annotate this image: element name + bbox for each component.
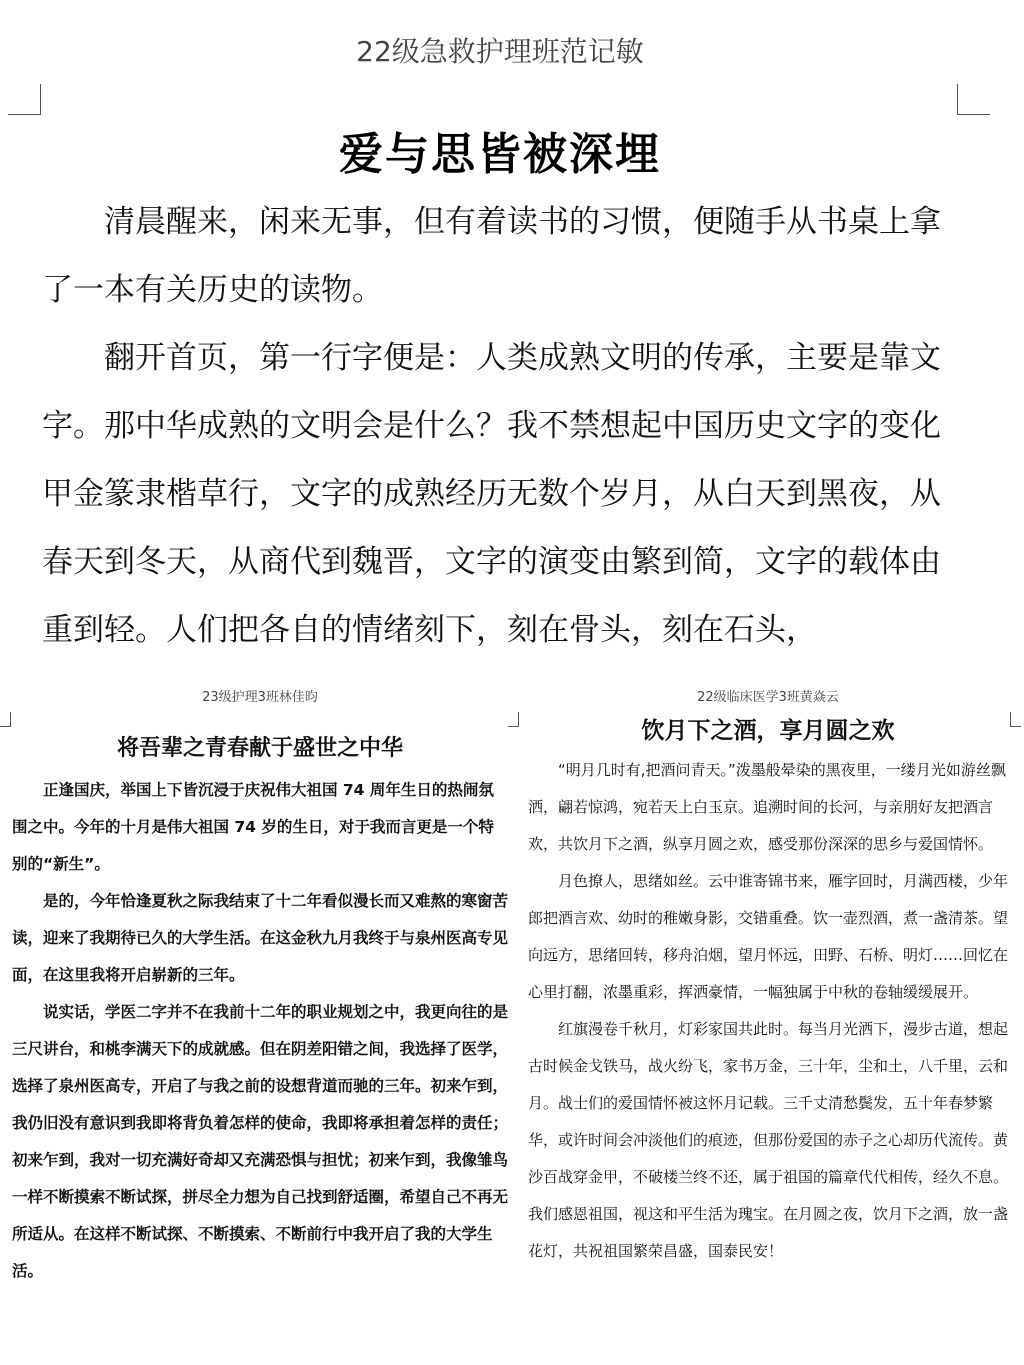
right-essay-section xyxy=(528,688,1008,1270)
margin-corner-mark xyxy=(508,712,519,727)
left-essay-body xyxy=(12,772,508,1290)
paragraph: 月色撩人，思绪如丝。云中谁寄锦书来，雁字回时，月满西楼，少年郎把酒言欢、幼时的稚嫩身影，交错重叠。饮一壶烈酒，煮一盏清茶。望向远方，思绪回转，移舟泊烟，望月怀远，田野、石桥、明灯……回忆在心里打翻，浓墨重彩，挥洒豪情，一幅独属于中秋的卷轴缓缓展开。 xyxy=(528,872,1009,1001)
paragraph: 翻开首页，第一行字便是：人类成熟文明的传承，主要是靠文字。那中华成熟的文明会是什么？我不禁想起中国历史文字的变化甲金篆隶楷草行，文字的成熟经历无数个岁月，从白天到黑夜，从春天到冬天，从商代到魏晋，文字的演变由繁到简，文字的载体由重到轻。人们把各自的情绪刻下，刻在骨头，刻在石头， xyxy=(42,340,941,648)
paragraph: 红旗漫卷千秋月，灯彩家国共此时。每当月光洒下，漫步古道，想起古时候金戈铁马，战火纷飞，家书万金，三十年，尘和土，八千里，云和月。战士们的爱国情怀被这怀月记载。三千丈清愁鬓发，五十年春梦繁华，或许时间会冲淡他们的痕迹，但那份爱国的赤子之心却历代流传。黄沙百战穿金甲，不破楼兰终不还，属于祖国的篇章代代相传，经久不息。我们感恩祖国，视这和平生活为瑰宝。在月圆之夜，饮月下之酒，放一盏花灯，共祝祖国繁荣昌盛，国泰民安！ xyxy=(528,1020,1009,1260)
margin-corner-mark xyxy=(957,84,990,115)
right-essay-author: 22级临床医学3班黄焱云 xyxy=(697,690,839,705)
margin-corner-mark xyxy=(8,84,41,115)
right-essay-title: 饮月下之酒，享月圆之欢 xyxy=(641,718,895,744)
right-essay-body xyxy=(528,752,1008,1270)
margin-corner-mark xyxy=(1010,712,1021,727)
top-essay-body xyxy=(42,188,962,664)
left-essay-author: 23级护理3班林佳昀 xyxy=(202,690,318,705)
top-essay-section xyxy=(0,0,1024,680)
paragraph: “明月几时有,把酒问青天。”泼墨般晕染的黑夜里，一缕月光如游丝飘洒，翩若惊鸿，宛若天上白玉京。追溯时间的长河，与亲朋好友把酒言欢，共饮月下之酒，纵享月圆之欢，感受那份深深的思乡与爱国情怀。 xyxy=(528,761,1006,853)
paragraph: 正逢国庆，举国上下皆沉浸于庆祝伟大祖国 74 周年生日的热闹氛围之中。今年的十月是伟大祖国 74 岁的生日，对于我而言更是一个特别的“新生”。 xyxy=(12,781,494,873)
top-essay-author: 22级急救护理班范记敏 xyxy=(356,35,644,68)
top-essay-title: 爱与思皆被深埋 xyxy=(339,129,661,180)
paragraph: 说实话，学医二字并不在我前十二年的职业规划之中，我更向往的是三尺讲台，和桃李满天下的成就感。但在阴差阳错之间，我选择了医学，选择了泉州医高专，开启了与我之前的设想背道而驰的三年。初来乍到，我仍旧没有意识到我即将背负着怎样的使命，我即将承担着怎样的责任；初来乍到，我对一切充满好奇却又充满恐惧与担忧；初来乍到，我像雏鸟一样不断摸索不断试探，拼尽全力想为自己找到舒适圈，希望自己不再无所适从。在这样不断试探、不断摸索、不断前行中我开启了我的大学生活。 xyxy=(12,1003,509,1280)
paragraph: 是的，今年恰逢夏秋之际我结束了十二年看似漫长而又难熬的寒窗苦读，迎来了我期待已久的大学生活。在这金秋九月我终于与泉州医高专见面，在这里我将开启崭新的三年。 xyxy=(12,892,509,984)
left-essay-title: 将吾辈之青春献于盛世之中华 xyxy=(116,736,403,761)
margin-corner-mark xyxy=(0,712,11,727)
left-essay-section xyxy=(12,688,508,1290)
paragraph: 清晨醒来，闲来无事，但有着读书的习惯，便随手从书桌上拿了一本有关历史的读物。 xyxy=(42,204,941,308)
